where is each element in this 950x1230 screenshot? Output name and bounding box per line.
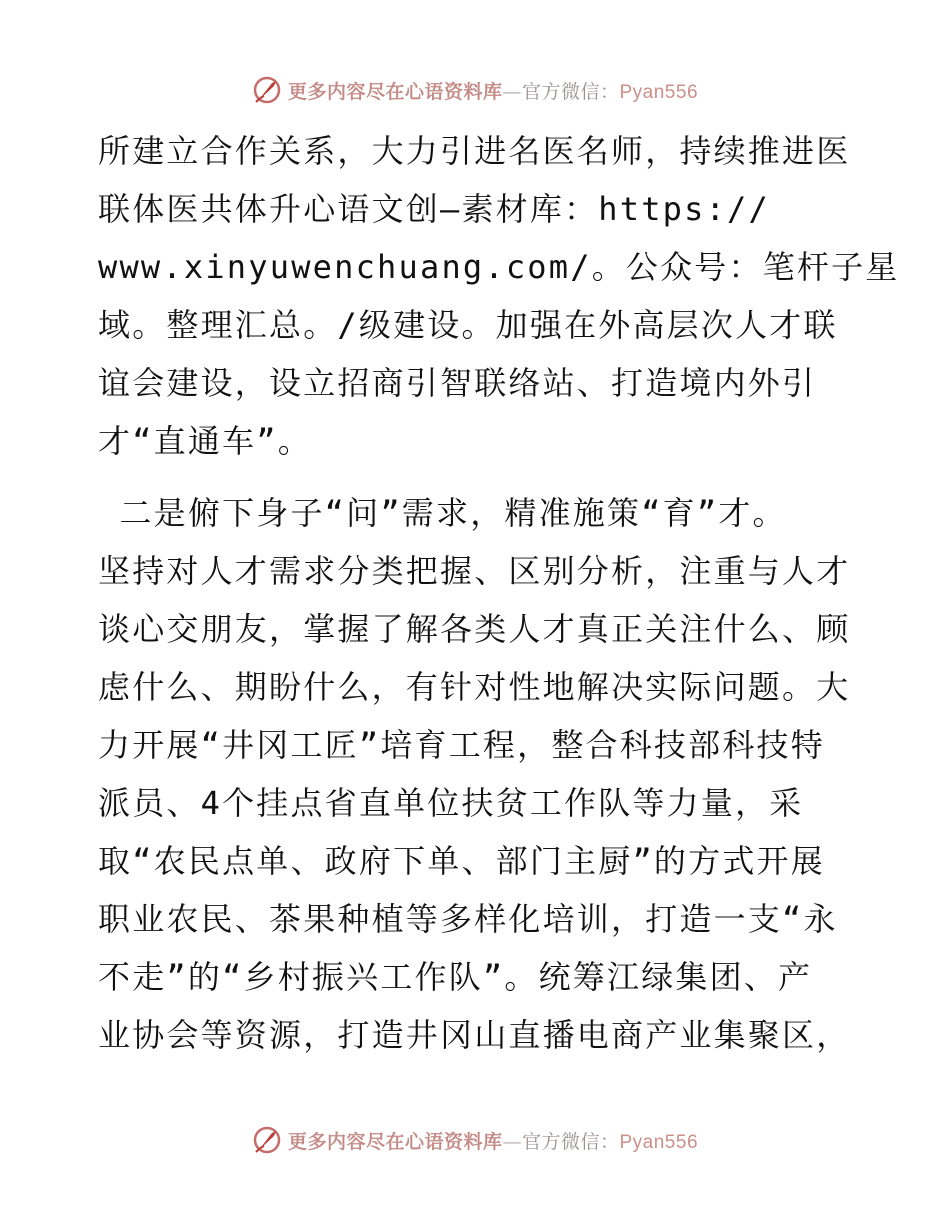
- watermark-label: 官方微信：: [521, 1130, 620, 1153]
- text-line: 力开展“井冈工匠”培育工程，整合科技部科技特: [98, 726, 825, 764]
- text-line: 虑什么、期盼什么，有针对性地解决实际问题。大: [98, 668, 851, 706]
- text-line: 联体医共体升心语文创—素材库：https://: [98, 190, 770, 228]
- watermark-site: 更多内容尽在心语资料库: [287, 1130, 503, 1153]
- text-line: 不走”的“乡村振兴工作队”。统筹江绿集团、产: [98, 958, 813, 996]
- text-line: 派员、4个挂点省直单位扶贫工作队等力量，采: [98, 784, 804, 822]
- footer-watermark: [0, 1120, 950, 1160]
- text-line: 谈心交朋友，掌握了解各类人才真正关注什么、顾: [98, 610, 851, 648]
- document-body: [98, 122, 900, 1064]
- text-line: 才“直通车”。: [98, 422, 312, 460]
- text-line: 二是俯下身子“问”需求，精准施策“育”才。: [98, 494, 787, 532]
- watermark-handle: Pyan556: [619, 1131, 699, 1153]
- text-line: 域。整理汇总。/级建设。加强在外高层次人才联: [98, 306, 838, 344]
- watermark-site: 更多内容尽在心语资料库: [287, 80, 503, 103]
- paragraph: [98, 484, 858, 1064]
- paragraph-gap: [98, 470, 858, 484]
- watermark-label: 官方微信：: [521, 80, 620, 103]
- text-line: www.xinyuwenchuang.com/。公众号：笔杆子星: [98, 248, 900, 286]
- watermark-handle: Pyan556: [619, 81, 699, 103]
- quill-logo-icon: [252, 75, 282, 105]
- text-line: 所建立合作关系，大力引进名医名师，持续推进医: [98, 132, 851, 170]
- text-line: 业协会等资源，打造井冈山直播电商产业集聚区，: [98, 1016, 851, 1054]
- watermark-text: [288, 77, 698, 104]
- watermark-text: [288, 1127, 698, 1154]
- watermark-dash: —: [502, 1130, 522, 1153]
- text-line: 取“农民点单、政府下单、部门主厨”的方式开展: [98, 842, 825, 880]
- watermark-dash: —: [502, 80, 522, 103]
- paragraph: [98, 122, 900, 470]
- quill-logo-icon: [252, 1125, 282, 1155]
- text-line: 职业农民、茶果种植等多样化培训，打造一支“永: [98, 900, 838, 938]
- header-watermark: [0, 70, 950, 110]
- text-line: 坚持对人才需求分类把握、区别分析，注重与人才: [98, 552, 851, 590]
- text-line: 谊会建设，设立招商引智联络站、打造境内外引: [98, 364, 817, 402]
